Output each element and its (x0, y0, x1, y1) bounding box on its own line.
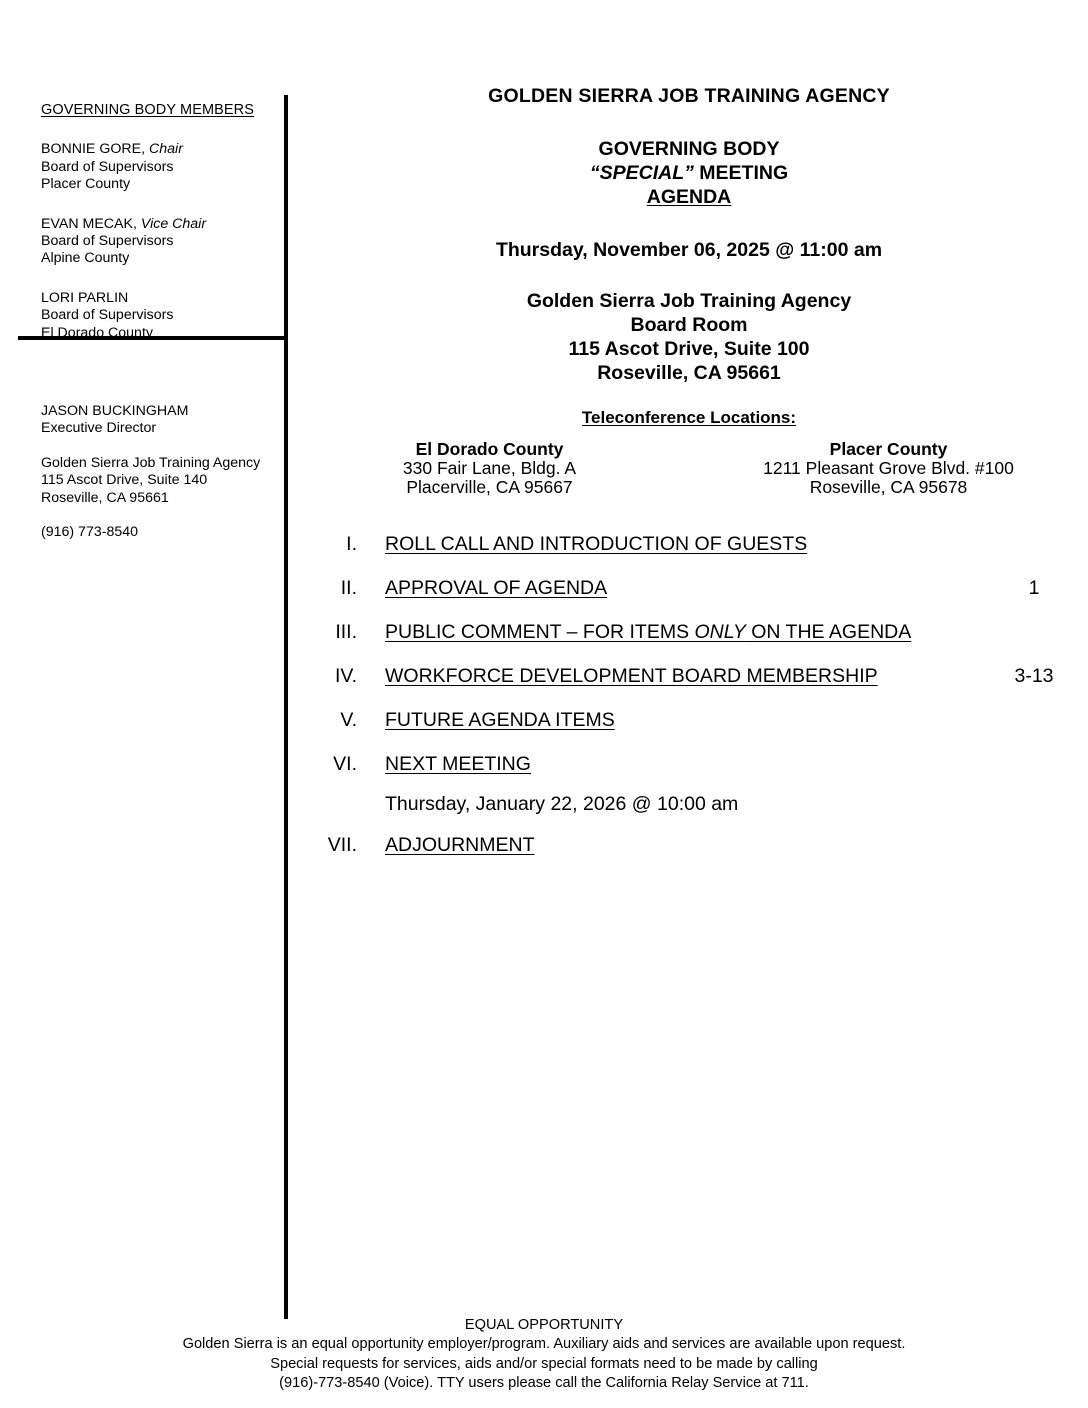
vertical-divider-rule (284, 95, 288, 1319)
member-name-line (41, 290, 281, 307)
agenda-item-workforce-development-board-membership (290, 665, 1088, 691)
teleconference-location-placer (689, 440, 1088, 497)
governing-body-line: GOVERNING BODY (598, 138, 780, 160)
agenda-item-text-emphasis: ONLY (694, 621, 746, 644)
location-county: El Dorado County (415, 439, 564, 460)
staff-phone: (916) 773-8540 (41, 524, 139, 541)
member-entry-evan-mecak (41, 216, 281, 268)
footer-line-3: Special requests for services, aids and/or special formats need to be made by calling (270, 1355, 818, 1372)
agenda-item-approval-of-agenda (290, 577, 1088, 603)
member-county: Alpine County (41, 250, 130, 267)
agenda-item-future-agenda-items (290, 709, 1088, 735)
agenda-item-label: WORKFORCE DEVELOPMENT BOARD MEMBERSHIP (385, 665, 878, 688)
special-word: “SPECIAL” (589, 161, 694, 184)
location-county: Placer County (829, 439, 948, 460)
agenda-item-numeral: I. (346, 533, 357, 556)
agenda-item-numeral: IV. (334, 665, 357, 688)
staff-contact-block (41, 403, 281, 542)
staff-name: JASON BUCKINGHAM (41, 403, 189, 419)
member-affiliation: Board of Supervisors (41, 307, 174, 324)
agenda-item-adjournment (290, 834, 1088, 860)
meeting-datetime: Thursday, November 06, 2025 @ 11:00 am (495, 239, 883, 262)
staff-org: Golden Sierra Job Training Agency (41, 454, 261, 471)
agenda-item-numeral: VII. (327, 834, 357, 857)
agenda-item-label: NEXT MEETING (385, 753, 531, 776)
agenda-item-list (290, 533, 1088, 860)
equal-opportunity-footer (0, 1316, 1088, 1394)
agenda-item-public-comment (290, 621, 1088, 647)
agenda-item-page-ref: 3-13 (1014, 665, 1054, 688)
spacer (41, 507, 281, 524)
venue-room: Board Room (630, 314, 748, 337)
member-name-line (41, 141, 281, 158)
venue-block (290, 290, 1088, 385)
agenda-item-numeral: VI. (333, 753, 357, 776)
member-affiliation: Board of Supervisors (41, 233, 174, 249)
spacer (41, 438, 281, 455)
member-role: Vice Chair (140, 215, 207, 232)
meeting-type-block (290, 138, 1088, 209)
agenda-item-label (385, 621, 911, 644)
teleconference-location-el-dorado (290, 440, 689, 497)
staff-address-street: 115 Ascot Drive, Suite 140 (41, 472, 208, 489)
staff-title: Executive Director (41, 420, 157, 437)
sidebar-heading: GOVERNING BODY MEMBERS (41, 102, 255, 118)
agenda-word: AGENDA (646, 185, 732, 208)
agenda-item-page-ref: 1 (1028, 577, 1040, 600)
footer-heading: EQUAL OPPORTUNITY (464, 1317, 624, 1333)
special-meeting-line (290, 162, 1088, 186)
teleconference-heading: Teleconference Locations: (581, 408, 797, 428)
agenda-item-next-meeting (290, 753, 1088, 779)
agenda-item-label: APPROVAL OF AGENDA (385, 577, 608, 600)
agenda-item-numeral: III. (335, 621, 357, 644)
agenda-heading-line (290, 186, 1088, 210)
agenda-item-text-before: PUBLIC COMMENT – FOR ITEMS (385, 621, 695, 644)
venue-city: Roseville, CA 95661 (597, 361, 781, 384)
governing-body-sidebar (41, 101, 281, 342)
member-role: Chair (149, 141, 183, 158)
agenda-item-roll-call (290, 533, 1088, 559)
page-title: GOLDEN SIERRA JOB TRAINING AGENCY (488, 85, 890, 107)
teleconference-locations-row (290, 440, 1088, 497)
location-city: Placerville, CA 95667 (406, 477, 573, 498)
agenda-item-text-after: ON THE AGENDA (745, 621, 912, 644)
member-name: EVAN MECAK, (41, 215, 137, 232)
location-city: Roseville, CA 95678 (809, 477, 968, 498)
member-entry-bonnie-gore (41, 141, 281, 193)
next-meeting-datetime: Thursday, January 22, 2026 @ 10:00 am (385, 793, 739, 816)
agenda-item-label: FUTURE AGENDA ITEMS (385, 709, 615, 732)
staff-address-city: Roseville, CA 95661 (41, 489, 169, 506)
meeting-word: MEETING (693, 161, 789, 184)
member-county: Placer County (41, 176, 131, 193)
next-meeting-detail-row (290, 793, 1088, 816)
venue-org: Golden Sierra Job Training Agency (526, 290, 852, 313)
agenda-item-label: ADJOURNMENT (385, 834, 535, 857)
location-street: 330 Fair Lane, Bldg. A (402, 458, 577, 479)
member-name-line (41, 216, 281, 233)
agenda-item-numeral: V. (340, 709, 357, 732)
location-street: 1211 Pleasant Grove Blvd. #100 (763, 458, 1014, 479)
agenda-item-numeral: II. (340, 577, 357, 600)
footer-line-4: (916)-773-8540 (Voice). TTY users please call the California Relay Service at 711. (279, 1375, 809, 1392)
member-name: LORI PARLIN (41, 289, 129, 306)
agenda-main-column (290, 0, 1088, 878)
member-entry-lori-parlin (41, 290, 281, 342)
member-affiliation: Board of Supervisors (41, 158, 174, 175)
venue-street: 115 Ascot Drive, Suite 100 (568, 337, 810, 360)
agenda-item-label: ROLL CALL AND INTRODUCTION OF GUESTS (385, 533, 808, 556)
member-county: El Dorado County (41, 324, 153, 341)
member-name: BONNIE GORE, (41, 141, 146, 158)
footer-line-2: Golden Sierra is an equal opportunity employer/program. Auxiliary aids and services are available upon request. (182, 1336, 906, 1353)
spacer (290, 793, 357, 816)
